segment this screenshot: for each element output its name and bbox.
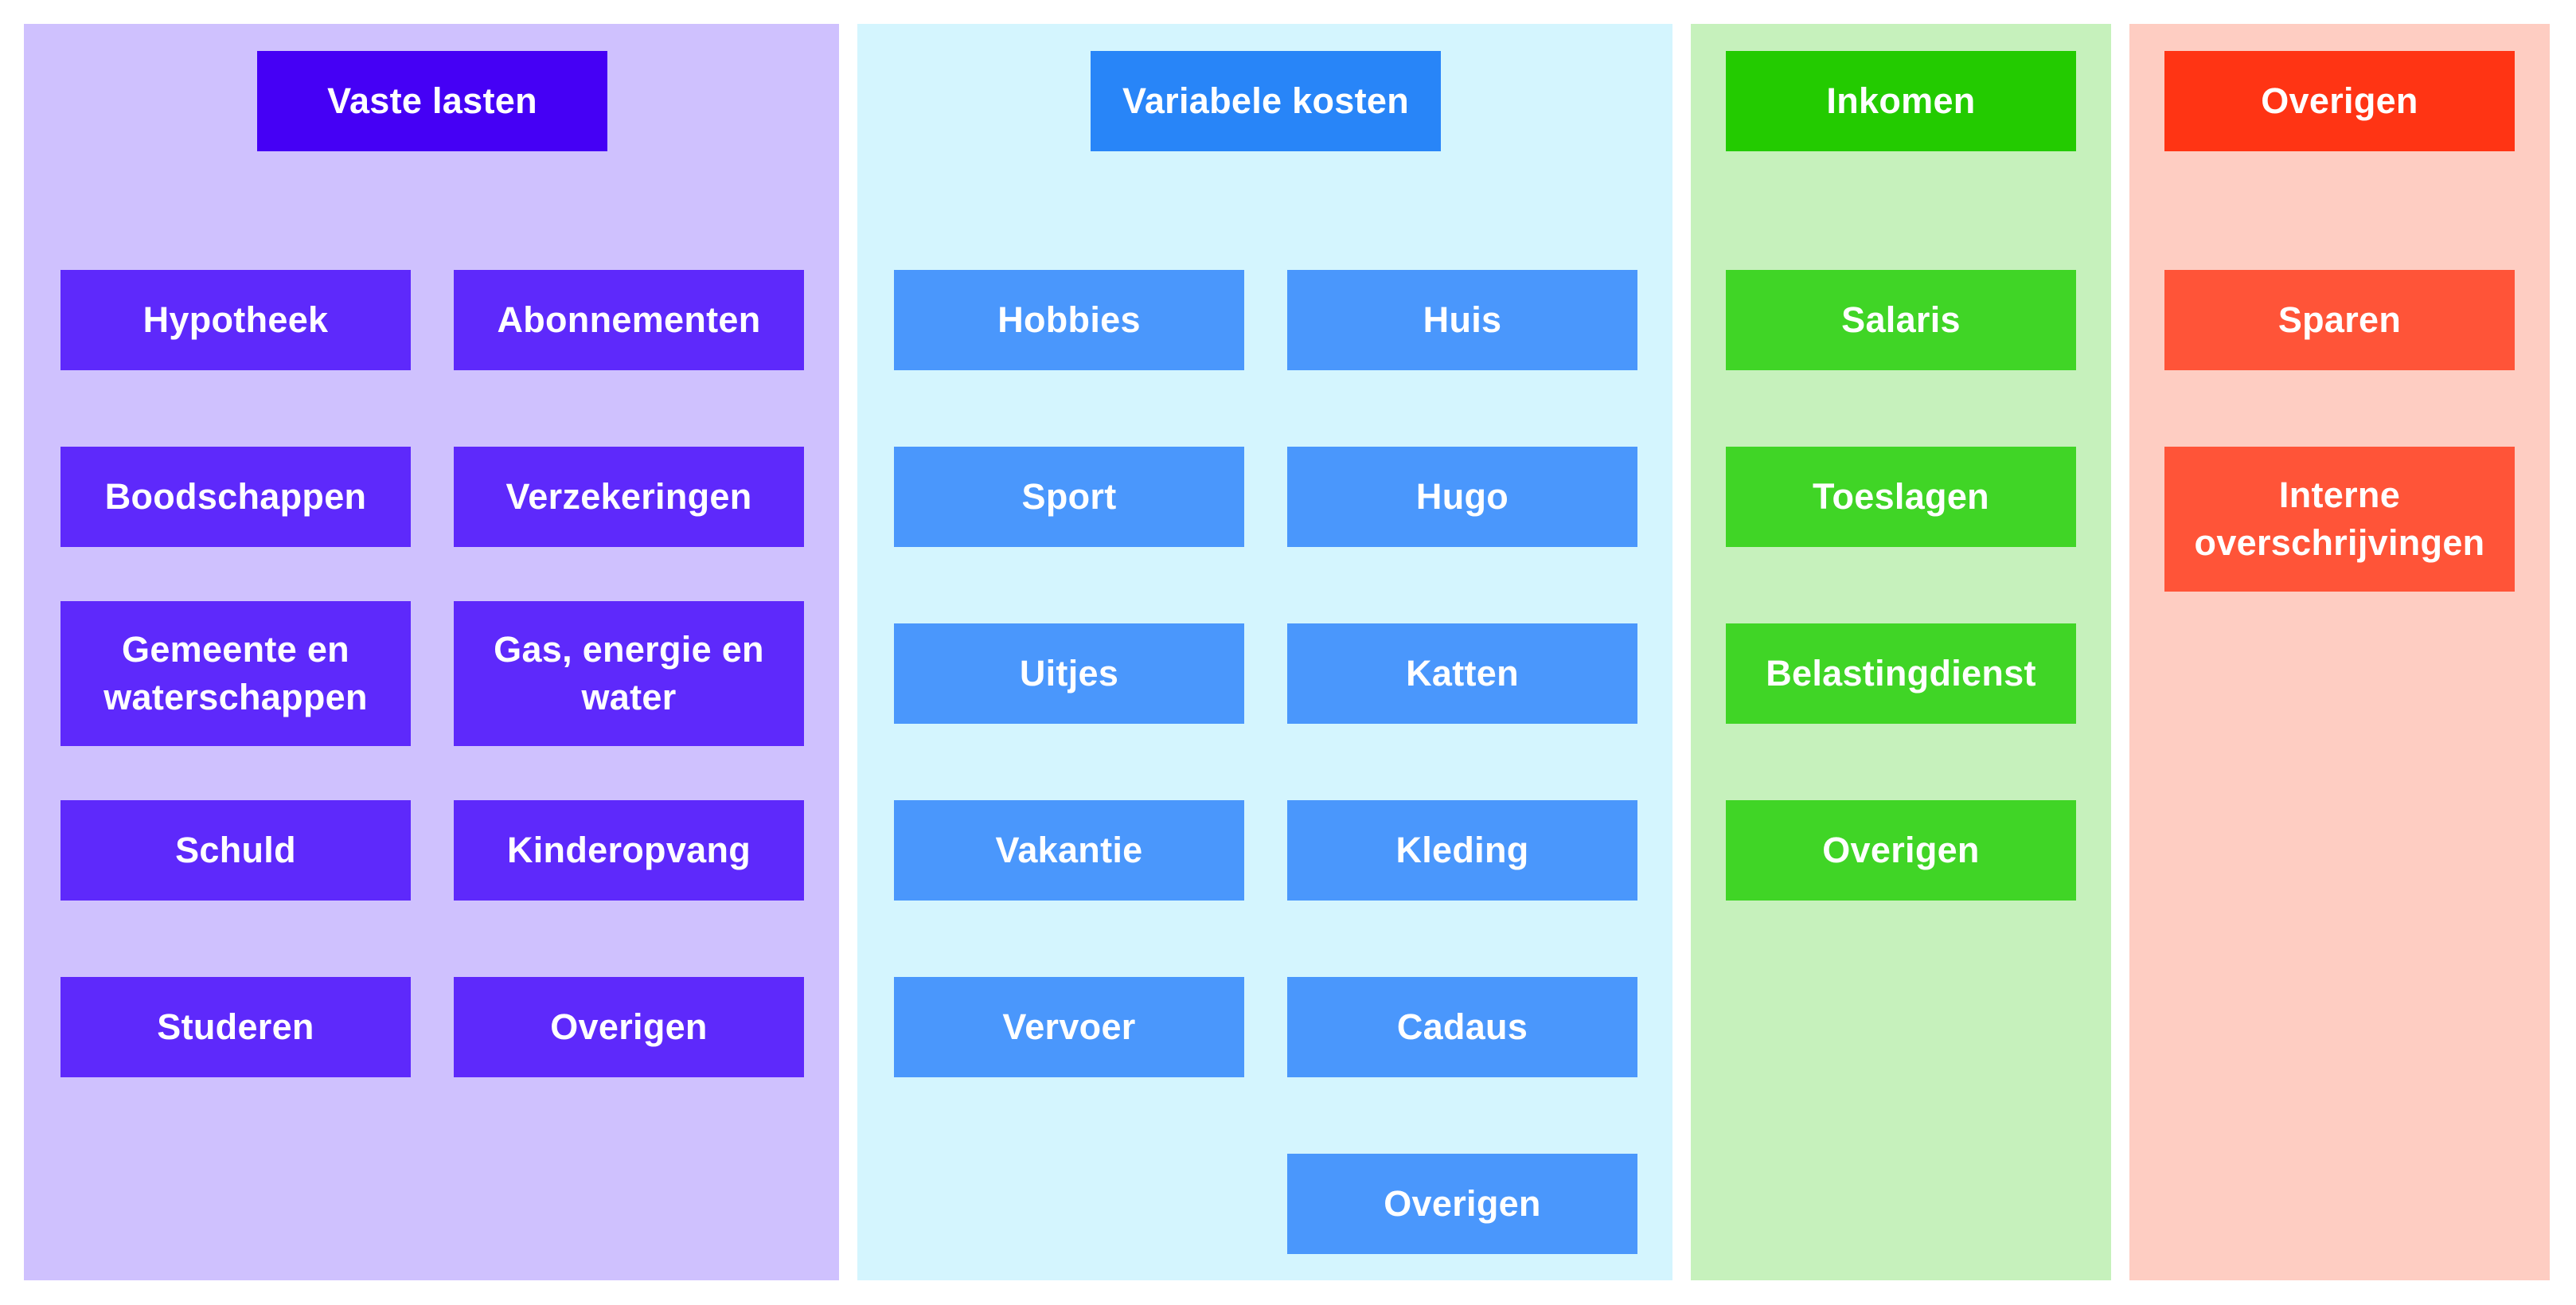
category-overigen-inkomen[interactable]: Overigen (1726, 800, 2076, 901)
category-salaris[interactable]: Salaris (1726, 270, 2076, 370)
category-verzekeringen[interactable]: Verzekeringen (454, 447, 804, 547)
column-variabele-kosten (857, 24, 1672, 1280)
category-overigen-vaste-lasten[interactable]: Overigen (454, 977, 804, 1077)
category-belastingdienst[interactable]: Belastingdienst (1726, 623, 2076, 724)
category-studeren[interactable]: Studeren (60, 977, 411, 1077)
category-sport[interactable]: Sport (894, 447, 1244, 547)
column-overigen (2129, 24, 2550, 1280)
category-kleding[interactable]: Kleding (1287, 800, 1637, 901)
category-interne-overschrijvingen[interactable]: Interne overschrijvingen (2164, 447, 2515, 592)
category-sparen[interactable]: Sparen (2164, 270, 2515, 370)
category-hypotheek[interactable]: Hypotheek (60, 270, 411, 370)
header-variabele-kosten[interactable]: Variabele kosten (1091, 51, 1441, 151)
category-overigen-variabele-kosten[interactable]: Overigen (1287, 1154, 1637, 1254)
category-huis[interactable]: Huis (1287, 270, 1637, 370)
category-vervoer[interactable]: Vervoer (894, 977, 1244, 1077)
category-gas-energie-en-water[interactable]: Gas, energie en water (454, 601, 804, 746)
category-toeslagen[interactable]: Toeslagen (1726, 447, 2076, 547)
category-katten[interactable]: Katten (1287, 623, 1637, 724)
header-overigen[interactable]: Overigen (2164, 51, 2515, 151)
category-cadaus[interactable]: Cadaus (1287, 977, 1637, 1077)
header-vaste-lasten[interactable]: Vaste lasten (257, 51, 607, 151)
category-boodschappen[interactable]: Boodschappen (60, 447, 411, 547)
category-hobbies[interactable]: Hobbies (894, 270, 1244, 370)
category-vakantie[interactable]: Vakantie (894, 800, 1244, 901)
column-inkomen (1691, 24, 2111, 1280)
category-gemeente-en-waterschappen[interactable]: Gemeente en waterschappen (60, 601, 411, 746)
category-abonnementen[interactable]: Abonnementen (454, 270, 804, 370)
header-inkomen[interactable]: Inkomen (1726, 51, 2076, 151)
category-hugo[interactable]: Hugo (1287, 447, 1637, 547)
category-uitjes[interactable]: Uitjes (894, 623, 1244, 724)
column-vaste-lasten (24, 24, 839, 1280)
category-schuld[interactable]: Schuld (60, 800, 411, 901)
category-kinderopvang[interactable]: Kinderopvang (454, 800, 804, 901)
